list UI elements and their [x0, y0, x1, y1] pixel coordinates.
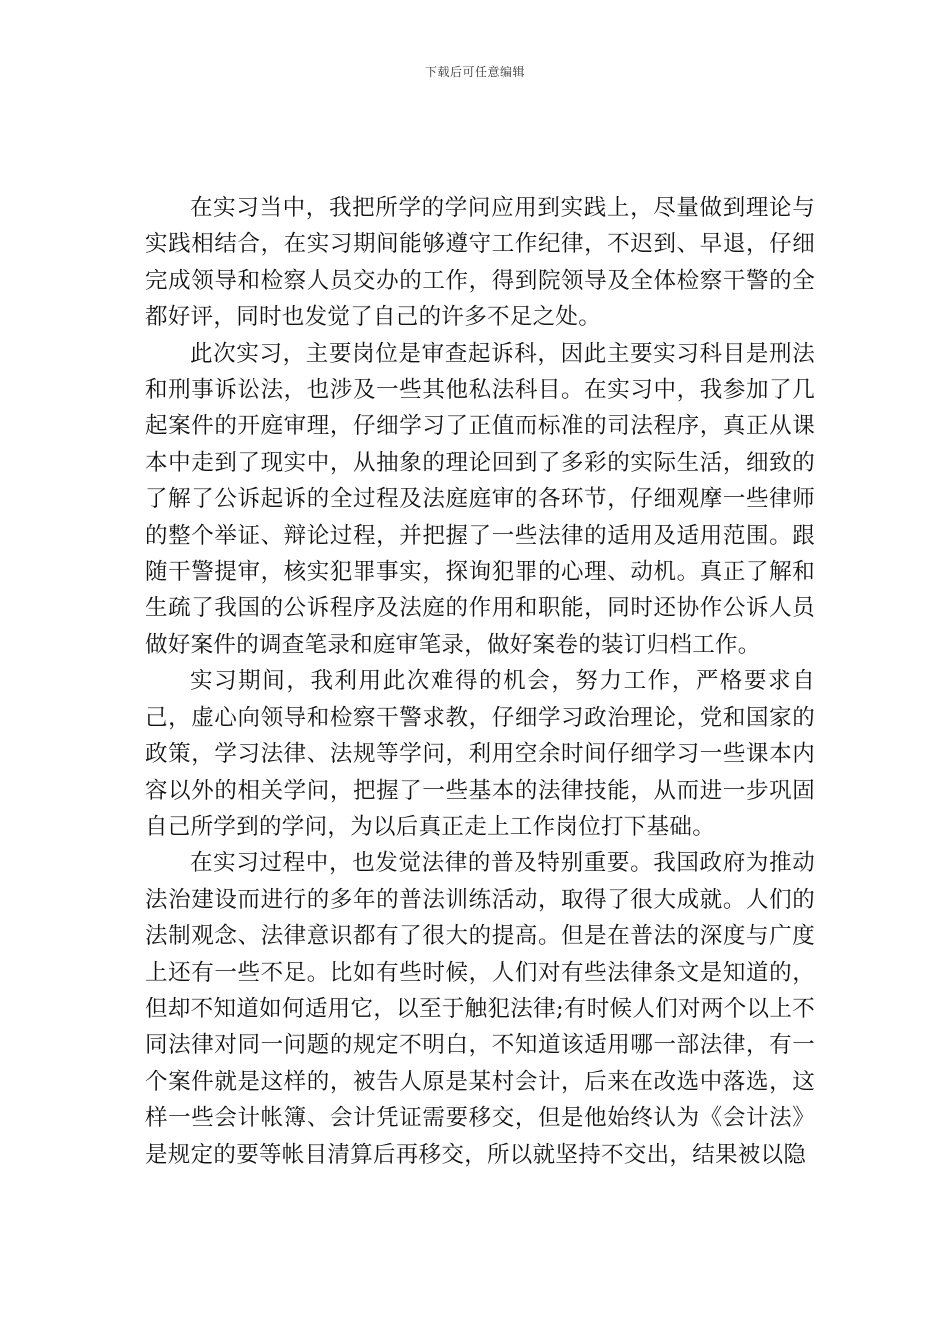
page-header: 下载后可任意编辑: [424, 65, 525, 79]
paragraph: 在实习当中，我把所学的学问应用到实践上，尽量做到理论与实践相结合，在实习期间能够遵守工作纪律，不迟到、早退，仔细完成领导和检察人员交办的工作，得到院领导及全体检察干警的全都好评，同时也发觉了自己的许多不足之处。: [145, 195, 815, 331]
paragraph: 此次实习，主要岗位是审查起诉科，因此主要实习科目是刑法和刑事诉讼法，也涉及一些其他私法科目。在实习中，我参加了几起案件的开庭审理，仔细学习了正值而标准的司法程序，真正从课本中走到了现实中，从抽象的理论回到了多彩的实际生活，细致的了解了公诉起诉的全过程及法庭庭审的各环节，仔细观摩一些律师的整个举证、辩论过程，并把握了一些法律的适用及适用范围。跟随干警提审，核实犯罪事实，探询犯罪的心理、动机。真正了解和生疏了我国的公诉程序及法庭的作用和职能，同时还协作公诉人员做好案件的调查笔录和庭审笔录，做好案卷的装订归档工作。: [145, 340, 815, 658]
document-body: [145, 190, 815, 1173]
paragraph: 实习期间，我利用此次难得的机会，努力工作，严格要求自己，虚心向领导和检察干警求教，仔细学习政治理论，党和国家的政策，学习法律、法规等学问，利用空余时间仔细学习一些课本内容以外的相关学问，把握了一些基本的法律技能，从而进一步巩固自己所学到的学问，为以后真正走上工作岗位打下基础。: [145, 668, 815, 840]
paragraph: 在实习过程中，也发觉法律的普及特别重要。我国政府为推动法治建设而进行的多年的普法训练活动，取得了很大成就。人们的法制观念、法律意识都有了很大的提高。但是在普法的深度与广度上还有一些不足。比如有些时候，人们对有些法律条文是知道的，但却不知道如何适用它，以至于触犯法律;有时候人们对两个以上不同法律对同一问题的规定不明白，不知道该适用哪一部法律，有一个案件就是这样的，被告人原是某村会计，后来在改选中落选，这样一些会计帐簿、会计凭证需要移交，但是他始终认为《会计法》是规定的要等帐目清算后再移交，所以就坚持不交出，结果被以隐: [145, 850, 815, 1168]
